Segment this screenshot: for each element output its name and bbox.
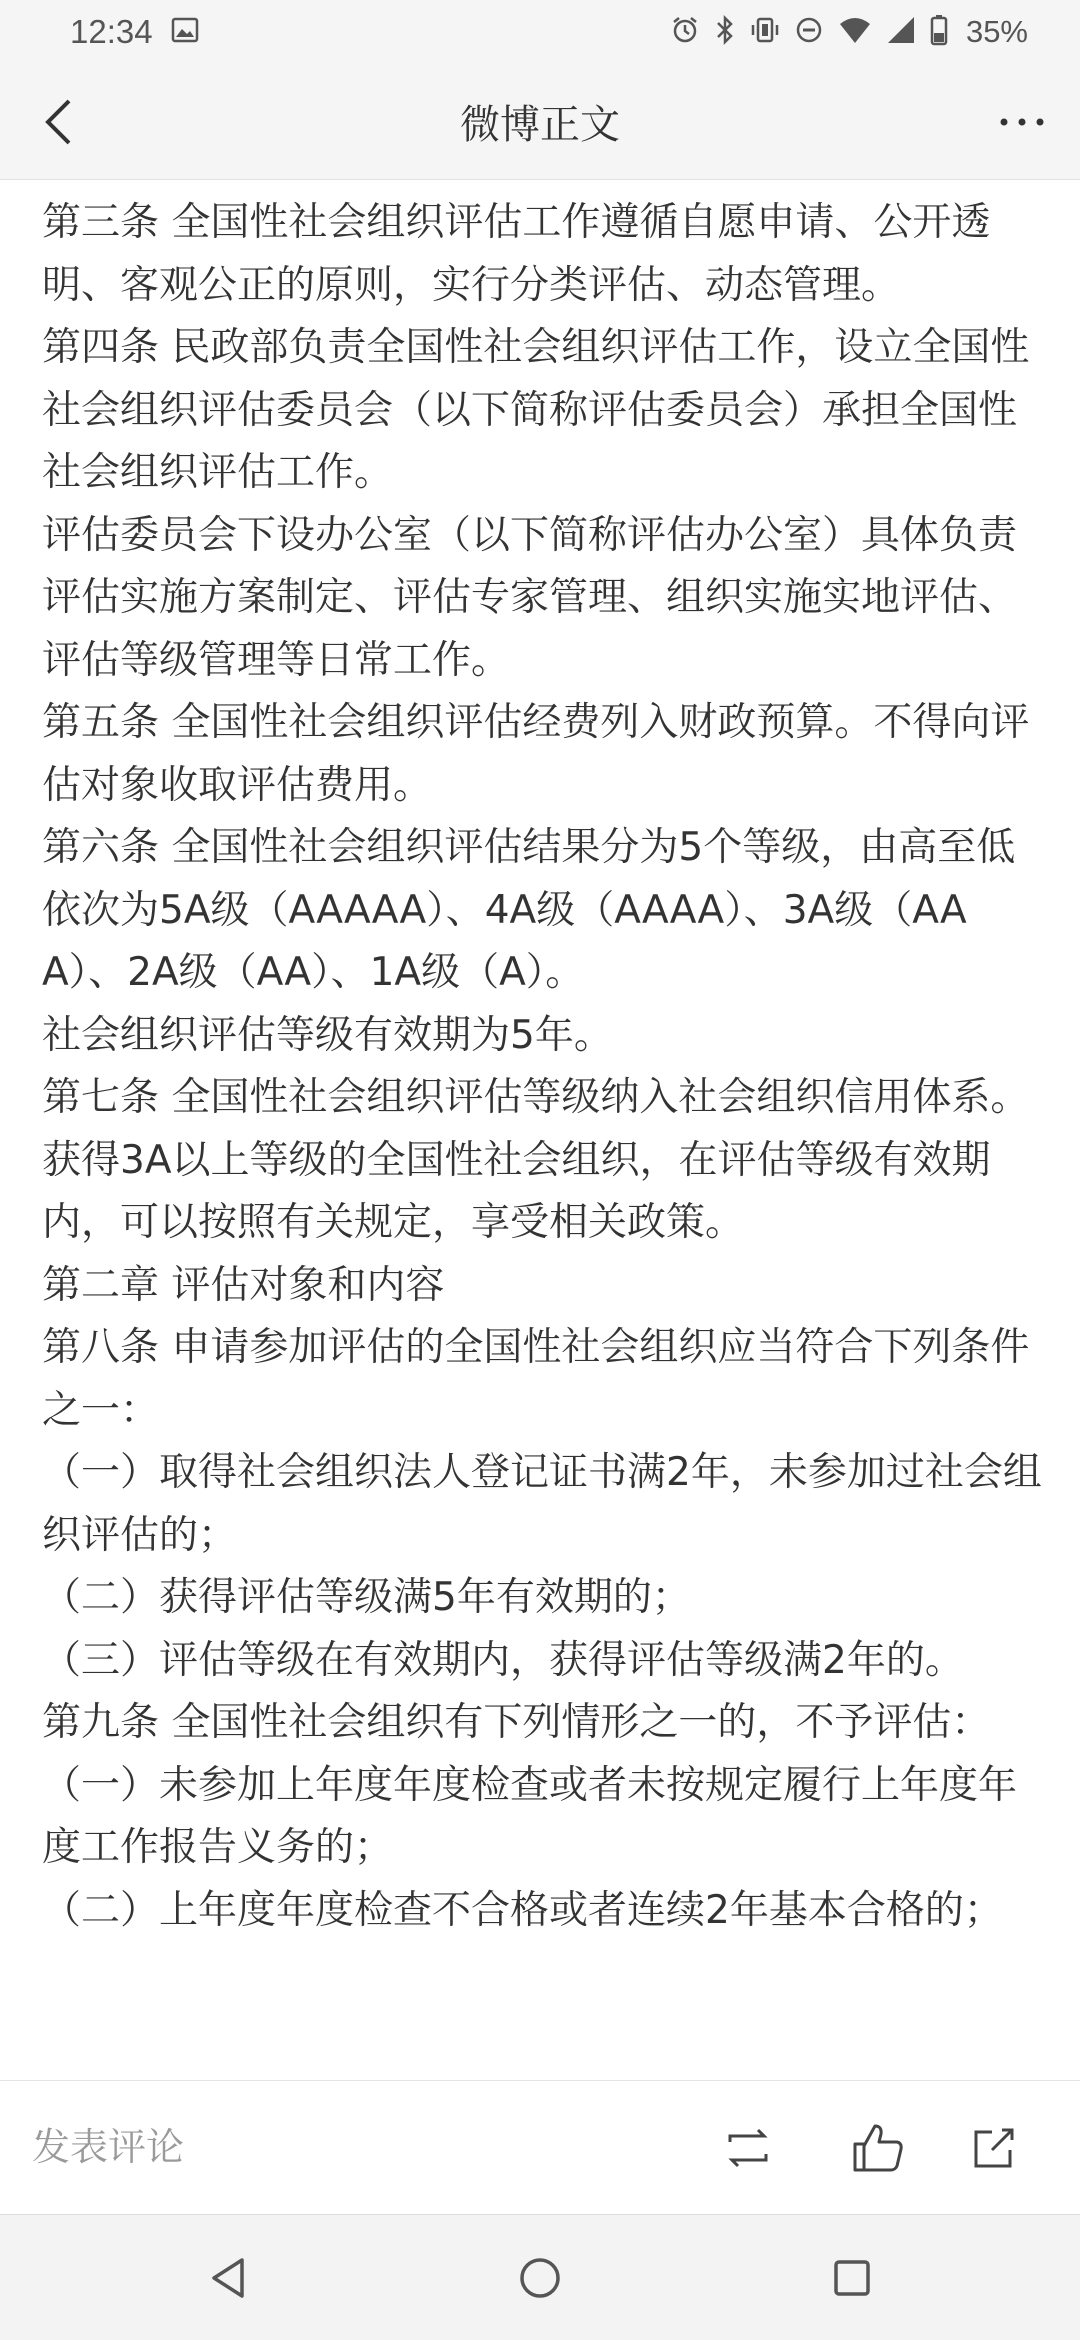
article-paragraph: 第六条 全国性社会组织评估结果分为5个等级，由高至低依次为5A级（AAAAA）、4A级（AAAA）、3A级（AAA）、2A级（AA）、1A级（A）。: [42, 825, 1016, 995]
home-circle-icon[interactable]: [508, 2246, 572, 2310]
dnd-icon: [794, 15, 824, 49]
comment-input[interactable]: 发表评论: [32, 2125, 185, 2169]
article-paragraph: 社会组织评估等级有效期为5年。: [42, 1012, 613, 1058]
article-paragraph: 第五条 全国性社会组织评估经费列入财政预算。不得向评估对象收取评估费用。: [42, 700, 1030, 808]
system-nav-bar: [0, 2214, 1080, 2340]
back-triangle-icon[interactable]: [196, 2246, 260, 2310]
alarm-icon: [670, 15, 700, 49]
article-paragraph: 第四条 民政部负责全国性社会组织评估工作，设立全国性社会组织评估委员会（以下简称评估委员会）承担全国性社会组织评估工作。: [42, 325, 1030, 495]
battery-icon: [930, 14, 948, 50]
more-icon[interactable]: [986, 90, 1058, 154]
recents-square-icon[interactable]: [820, 2246, 884, 2310]
article-paragraph: （二）上年度年度检查不合格或者连续2年基本合格的；: [42, 1887, 1003, 1933]
repost-icon[interactable]: [718, 2118, 778, 2178]
status-bar: [0, 0, 1080, 64]
vibrate-icon: [750, 15, 780, 49]
signal-icon: [886, 15, 916, 49]
like-icon[interactable]: [848, 2118, 908, 2178]
status-time: 12:34: [70, 13, 153, 50]
article-paragraph: （二）获得评估等级满5年有效期的；: [42, 1575, 691, 1620]
article-paragraph: 第八条 申请参加评估的全国性社会组织应当符合下列条件之一：: [42, 1325, 1030, 1433]
image-icon: [171, 17, 199, 47]
article-paragraph: 第九条 全国性社会组织有下列情形之一的，不予评估：: [42, 1700, 991, 1745]
wifi-icon: [838, 15, 872, 49]
article-body: [0, 180, 1080, 2080]
comment-bar: [0, 2080, 1080, 2214]
battery-percent: 35%: [965, 14, 1028, 49]
article-paragraph: 第二章 评估对象和内容: [42, 1262, 445, 1308]
page-title: 微博正文: [460, 102, 620, 148]
share-icon[interactable]: [964, 2118, 1024, 2178]
article-paragraph: （三）评估等级在有效期内，获得评估等级满2年的。: [42, 1637, 964, 1683]
article-paragraph: 评估委员会下设办公室（以下简称评估办公室）具体负责评估实施方案制定、评估专家管理、组织实施实地评估、评估等级管理等日常工作。: [42, 512, 1018, 683]
article-paragraph: 第七条 全国性社会组织评估等级纳入社会组织信用体系。获得3A以上等级的全国性社会组织，在评估等级有效期内，可以按照有关规定，享受相关政策。: [42, 1075, 1030, 1245]
back-arrow-icon[interactable]: [26, 90, 90, 154]
nav-bar: [0, 64, 1080, 180]
bluetooth-icon: [714, 14, 736, 50]
article-paragraph: 第三条 全国性社会组织评估工作遵循自愿申请、公开透明、客观公正的原则，实行分类评估、动态管理。: [42, 200, 991, 308]
article-paragraph: （一）未参加上年度年度检查或者未按规定履行上年度年度工作报告义务的；: [42, 1762, 1018, 1870]
article-paragraph: （一）取得社会组织法人登记证书满2年，未参加过社会组织评估的；: [42, 1450, 1042, 1558]
